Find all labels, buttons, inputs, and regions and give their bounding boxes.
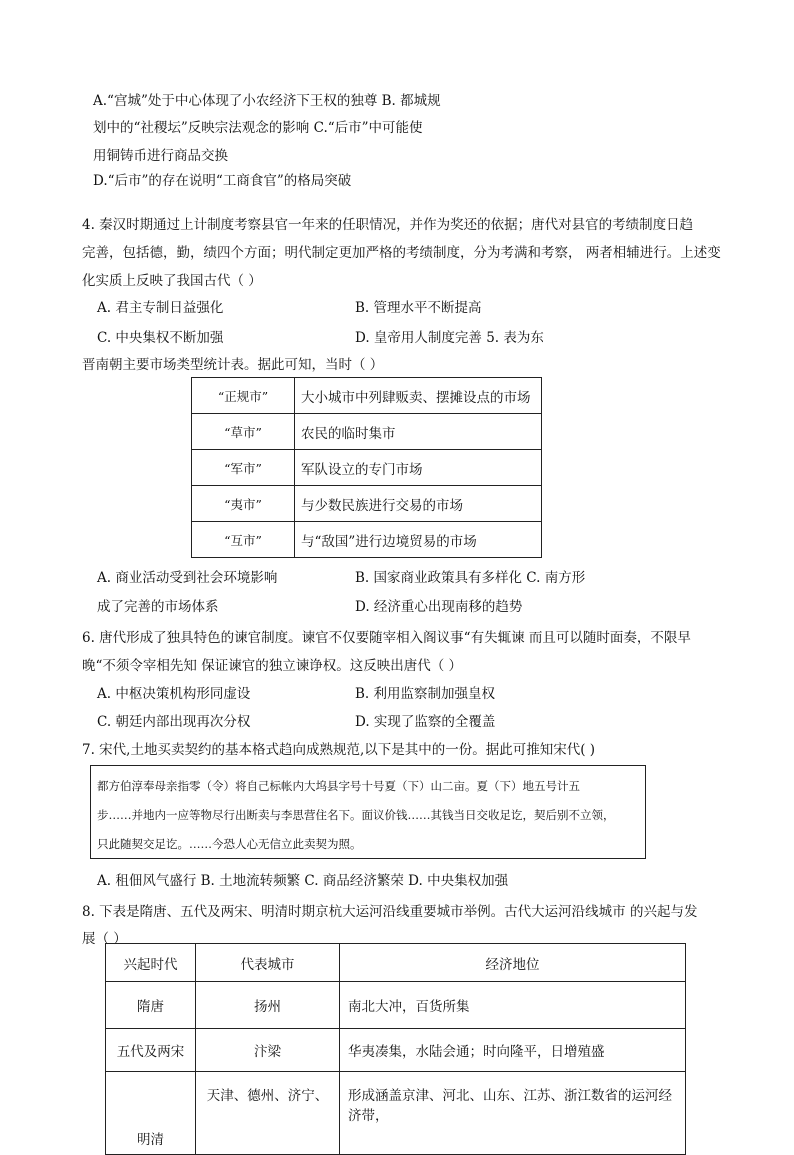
q6-option-b: B. 利用监察制加强皇权 [355,686,496,702]
q8-stem-line: 展（ ） [82,931,127,947]
market-desc: 大小城市中列肆贩卖、摆摊设点的市场 [295,378,542,414]
contract-line: 都方伯淳奉母亲指零（令）将自己标帐内大坞县字号十号夏（下）山二亩。夏（下）地五号计五 [97,779,580,793]
q5-option-b: B. 国家商业政策具有多样化 C. 南方形 [355,570,586,586]
column-header: 经济地位 [340,944,686,982]
canal-city-table [105,943,686,1155]
status-cell: 形成涵盖京津、河北、山东、江苏、浙江数省的运河经 济带， [340,1072,686,1155]
market-desc: 与“敌国”进行边境贸易的市场 [295,522,542,558]
era-cell: 五代及两宋 [106,1029,196,1072]
contract-box [90,765,646,859]
table-row [192,378,542,414]
q5-option-c-cont: 成了完善的市场体系 [97,599,219,615]
q8-stem-line: 8. 下表是隋唐、五代及两宋、明清时期京杭大运河沿线重要城市举例。古代大运河沿线城市 的兴起与发 [82,904,698,920]
market-type-table [191,377,542,558]
q6-option-c: C. 朝廷内部出现再次分权 [97,714,251,730]
table-row [106,1029,686,1072]
market-desc: 军队设立的专门市场 [295,450,542,486]
q4-option-c: C. 中央集权不断加强 [97,330,224,346]
city-cell: 天津、德州、济宁、 [196,1072,340,1155]
table-row [192,486,542,522]
q3-option-line: 用铜铸币进行商品交换 [93,148,228,164]
era-cell: 隋唐 [106,982,196,1029]
market-name: “军市” [192,450,295,486]
era-cell: 明清 [106,1072,196,1155]
q6-stem-line: 6. 唐代形成了独具特色的谏官制度。谏官不仅要随宰相入阁议事“有失辄谏 而且可以随时面奏，不限早 [82,630,691,646]
q6-option-a: A. 中枢决策机构形同虚设 [97,686,251,702]
status-cell: 南北大冲，百货所集 [340,982,686,1029]
table-row [192,414,542,450]
q4-option-a: A. 君主专制日益强化 [97,300,224,316]
market-desc: 与少数民族进行交易的市场 [295,486,542,522]
q5-option-a: A. 商业活动受到社会环境影响 [97,570,278,586]
contract-line: 步……并地内一应等物尽行出断卖与李思营住名下。面议价钱……其钱当日交收足讫，契后别不立领， [97,808,615,822]
city-cell: 汴梁 [196,1029,340,1072]
table-row [192,450,542,486]
table-row [106,982,686,1029]
q4-option-d: D. 皇帝用人制度完善 5. 表为东 [355,330,544,346]
q3-option-line: D.“后市”的存在说明“工商食官”的格局突破 [93,173,352,189]
q5-stem: 晋南朝主要市场类型统计表。据此可知，当时（ ） [82,357,384,373]
q4-option-b: B. 管理水平不断提高 [355,300,482,316]
table-row [106,1072,686,1155]
market-name: “互市” [192,522,295,558]
market-name: “夷市” [192,486,295,522]
city-cell: 扬州 [196,982,340,1029]
market-name: “草市” [192,414,295,450]
q4-stem-line: 化实质上反映了我国古代（ ） [82,273,262,289]
market-desc: 农民的临时集市 [295,414,542,450]
q4-stem-line: 完善，包括德，勤，绩四个方面；明代制定更加严格的考绩制度，分为考满和考察， 两者相辅进行。上述变 [82,245,721,261]
q3-option-line: A.“宫城”处于中心体现了小农经济下王权的独尊 B. 都城规 [93,93,441,109]
contract-line: 只此随契交足讫。……今恐人心无信立此卖契为照。 [97,837,362,851]
column-header: 兴起时代 [106,944,196,982]
q5-option-d: D. 经济重心出现南移的趋势 [355,599,523,615]
q7-stem: 7. 宋代,土地买卖契约的基本格式趋向成熟规范,以下是其中的一份。据此可推知宋代( ) [82,742,596,758]
q4-stem-line: 4. 秦汉时期通过上计制度考察县官一年来的任职情况，并作为奖还的依据；唐代对县官的考绩制度日趋 [82,217,694,233]
column-header: 代表城市 [196,944,340,982]
market-name: “正规市” [192,378,295,414]
q6-stem-line: 晚“不须令宰相先知 保证谏官的独立谏诤权。这反映出唐代（ ） [82,658,462,674]
status-cell: 华夷凑集，水陆会通；时向隆平，日增殖盛 [340,1029,686,1072]
q6-option-d: D. 实现了监察的全覆盖 [355,714,496,730]
table-header-row [106,944,686,982]
table-row [192,522,542,558]
q7-options: A. 租佃风气盛行 B. 土地流转频繁 C. 商品经济繁荣 D. 中央集权加强 [97,873,509,889]
q3-option-line: 划中的“社稷坛”反映宗法观念的影响 C.“后市”中可能使 [93,120,423,136]
